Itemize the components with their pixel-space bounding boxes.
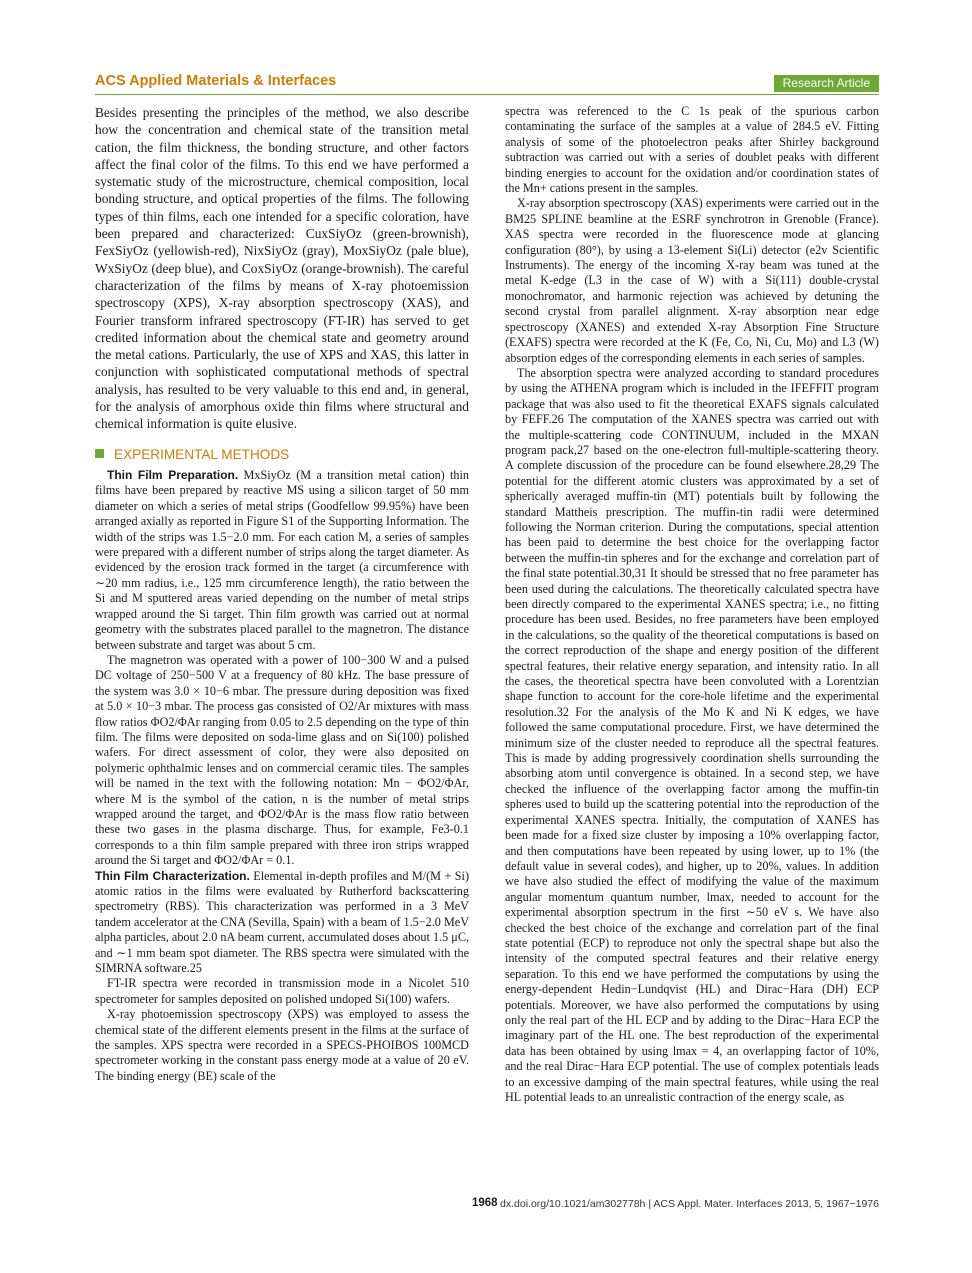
prep-text: MxSiyOz (M a transition metal cation) thin films have been prepared by reactive MS using a silicon target of 50 mm diameter on which a series of metal strips (Goodfellow 99.95%) have been arranged axially as reported in Figure S1 of the Supporting Information. The width of the strips was 1.5−2.0 mm. For each cation M, a series of samples were prepared with a different number of strips along the target diameter. As evidenced by the erosion track formed in the target (a circumference with ∼20 mm radius, i.e., 125 mm circumference length), the ratio between the Si and M sputtered areas varied depending on the number of metal strips wrapped around the Si target. Thin film growth was carried out at normal geometry with the substrates placed parallel to the magnetron. The distance between substrate and target was about 5 cm.	[95, 468, 470, 652]
doi-citation: dx.doi.org/10.1021/am302778h | ACS Appl. Mater. Interfaces 2013, 5, 1967−1976	[500, 1198, 879, 1210]
prep-heading: Thin Film Preparation.	[107, 468, 239, 483]
page-header	[95, 73, 879, 93]
magnetron-paragraph: The magnetron was operated with a power of 100−300 W and a pulsed DC voltage of 250−500 V at a frequency of 80 kHz. The base pressure of the system was 3.0 × 10−6 mbar. The pressure during deposition was fixed at 5.0 × 10−3 mbar. The process gas consisted of O2/Ar mixtures with mass flow ratios ΦO2/ΦAr ranging from 0.05 to 2.5 depending on the type of thin film. The films were deposited on soda-lime glass and on Si(100) polished wafers. For direct assessment of color, they were also deposited on polymeric ophthalmic lenses and on commercial ceramic tiles. The samples will be named in the text with the following notation: Mn − ΦO2/ΦAr, where M is the symbol of the cation, n is the number of metal strips wrapped around the target, and ΦO2/ΦAr is the mass flow ratio between these two gases in the plasma discharge. Thus, for example, Fe3-0.1 corresponds to a thin film sample prepared with three iron strips wrapped around the Si target and ΦO2/ΦAr = 0.1.	[95, 652, 469, 868]
section-title: EXPERIMENTAL METHODS	[114, 446, 290, 462]
char-text: Elemental in-depth profiles and M/(M + Si) atomic ratios in the films were evaluated by Rutherford backscattering spectrometry (RBS). This characterization was performed in a 3 MeV tandem accelerator at the CNA (Sevilla, Spain) with a beam of 1.5−2.0 MeV alpha particles, about 2.0 nA beam current, accumulated doses about 1.5 μC, and ∼1 mm beam spot diameter. The RBS spectra were simulated with the SIMRNA software.25	[95, 868, 469, 976]
analysis-paragraph: The absorption spectra were analyzed according to standard procedures by using the ATHENA program which is included in the IFEFFIT program package that was also used to fit the theoretical EXAFS signals calculated by FEFF.26 The computation of the XANES spectra was carried out with the multiple-scattering code CONTINUUM, included in the MXAN program pack,27 based on the one-electron full-multiple-scattering theory. A complete discussion of the procedure can be found elsewhere.28,29 The potential for the different atomic clusters was approximated by a set of spherically averaged muffin-tin (MT) potentials built by following the standard Mattheis prescription. The muffin-tin radii were determined following the Norman criterion. During the computations, special attention has been paid to determine the best choice for the overlapping factor between the muffin-tin spheres and for the exchange and correlation part of the final state potential.30,31 It should be stressed that no free parameter has been used during the calculations. The theoretically calculated spectra have been directly compared to the experimental XANES spectra; i.e., no fitting procedure has been used. Besides, no free parameters have been employed in the calculations, so the quality of the theoretical computations is based on the correct reproduction of the shape and energy position of the different spectral features, their relative energy separation, and intensity ratio. In all the cases, the theoretical spectra have been convoluted with a Lorentzian shape function to account for the core-hole lifetime and the experimental resolution.32 For the analysis of the Mo K and Ni K edges, we have followed the same computational procedure. First, we have determined the minimum size of the cluster needed to reproduce all the spectral features. This is made by adding progressively coordination shells surrounding the absorbing atom until convergence is obtained. In a second step, we have checked the influence of the overlapping factor among the muffin-tin spheres used to build up the scattering potential into the reproduction of the experimental XANES spectra. Initially, the computation of XANES has been made for a fixed size cluster by imposing a 10% overlapping factor, and then computations have been repeated by using lower, up to 1% (the default value in several codes), and higher, up to 20%, values. In addition we have also studied the effect of modifying the value of the maximum angular momentum quantum number, lmax, needed to account for the experimental absorption spectrum in the first ∼50 eV s. We have also checked the best choice of the exchange and correlation part of the final state potential (ECP) to reproduce not only the spectral shape but also the intensity of the computed spectral features and their relative energy separation. To this end we have performed the computations by using the energy-dependent Hedin−Lundqvist (HL) and Dirac−Hara (DH) ECP potentials. Moreover, we have also performed the computations by using only the real part of the HL ECP and by adding to the Dirac−Hara ECP the imaginary part of the HL one. The best reproduction of the experimental data has been obtained by using lmax = 4, an overlapping factor of 10%, and the real Dirac−Hara ECP potential. The use of complex potentials leads to an excessive damping of the main spectral features, while using the real HL potential leads to an unrealistic contraction of the energy scale, as	[505, 365, 879, 1104]
page-number: 1968	[472, 1197, 498, 1209]
journal-title: ACS Applied Materials & Interfaces	[95, 73, 337, 89]
header-rule	[95, 94, 879, 95]
xps-continued-paragraph: spectra was referenced to the C 1s peak of the spurious carbon contaminating the surface of the samples at a value of 284.5 eV. Fitting analysis of some of the photoelectron peaks after Shirley background subtraction was carried out with a series of doublet peaks with different binding energies to account for the oxidation and/or coordination states of the Mn+ cations present in the samples.	[505, 104, 879, 196]
intro-paragraph: Besides presenting the principles of the method, we also describe how the concentration and chemical state of the transition metal cation, the film thickness, the bonding structure, and other factors affect the final color of the films. To this end we have performed a systematic study of the microstructure, chemical composition, local bonding structure, and optical properties of the films. The following types of thin films, each one intended for a specific coloration, have been prepared and characterized: CuxSiyOz (green-brownish), FexSiyOz (yellowish-red), NixSiyOz (gray), MoxSiyOz (pale blue), WxSiyOz (deep blue), and CoxSiyOz (orange-brownish). The careful characterization of the films by means of X-ray photoemission spectroscopy (XPS), X-ray absorption spectroscopy (XAS), and Fourier transform infrared spectroscopy (FT-IR) has served to get credited information about the chemical state and geometry around the metal cations. Particularly, the use of XPS and XAS, this latter in conjunction with sophisticated computational methods of spectral analysis, has resulted to be very valuable to this end and, in general, for the analysis of amorphous oxide thin films where structural and chemical information is quite elusive.	[95, 105, 469, 432]
char-paragraph	[95, 869, 469, 977]
intro-section	[95, 104, 469, 433]
article-type-badge: Research Article	[774, 75, 879, 92]
prep-paragraph	[95, 468, 469, 653]
section-heading	[95, 447, 469, 462]
left-column	[95, 104, 469, 1084]
section-square-icon	[95, 449, 104, 458]
right-column	[505, 104, 879, 1105]
xas-paragraph: X-ray absorption spectroscopy (XAS) experiments were carried out in the BM25 SPLINE beamline at the ESRF synchrotron in Grenoble (France). XAS spectra were recorded in the fluorescence mode at glancing configuration (80°), by using a 13-element Si(Li) detector (e2v Scientific Instruments). The energy of the incoming X-ray beam was tuned at the metal K-edge (L3 in the case of W) with a Si(111) double-crystal monochromator, and harmonic rejection was achieved by detuning the second crystal from parallel alignment. X-ray absorption near edge spectroscopy (XANES) and extended X-ray Absorption Fine Structure (EXAFS) spectra were recorded at the K (Fe, Co, Ni, Cu, Mo) and L3 (W) absorption edges of the corresponding elements in each series of samples.	[505, 196, 879, 365]
xps-paragraph: X-ray photoemission spectroscopy (XPS) was employed to assess the chemical state of the different elements present in the films at the surface of the samples. XPS spectra were recorded in a SPECS-PHOIBOS 100MCD spectrometer working in the constant pass energy mode at a value of 20 eV. The binding energy (BE) scale of the	[95, 1007, 469, 1083]
ftir-paragraph: FT-IR spectra were recorded in transmission mode in a Nicolet 510 spectrometer for samples deposited on polished undoped Si(100) wafers.	[95, 976, 469, 1006]
char-heading: Thin Film Characterization.	[95, 868, 250, 883]
